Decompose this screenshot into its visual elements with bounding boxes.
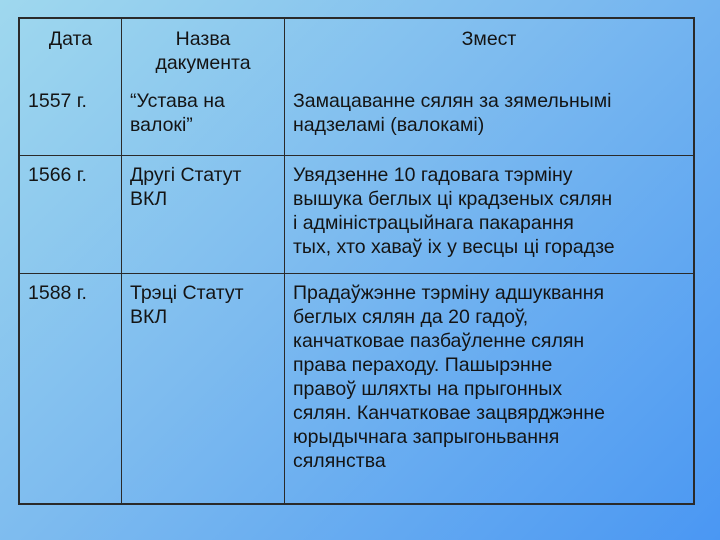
cell-content: Прадаўжэнне тэрміну адшуквання беглых сялян да 20 гадоў, канчатковае пазбаўленне сялян права пераходу. Пашырэнне правоў шляхты на прыгонных сялян. Канчатковае зацвярджэнне юрыдычнага запрыгоньвання сялянства (293, 282, 605, 472)
table-row-1588 (20, 274, 693, 503)
cell-date: 1566 г. (20, 156, 122, 273)
header-content: Змест (461, 28, 517, 50)
table-row-1557 (20, 19, 693, 156)
cell-content: Замацаванне сялян за зямельнымі надзеламі (валокамі) (293, 90, 612, 136)
cell-date: 1557 г. (28, 90, 87, 112)
cell-content: Увядзенне 10 гадовага тэрміну вышука беглых ці крадзеных сялян і адміністрацыйнага пакарання тых, хто хаваў іх у весцы ці горадзе (293, 164, 615, 258)
table-row-1566 (20, 156, 693, 274)
cell-date: 1588 г. (20, 274, 122, 503)
header-date: Дата (48, 28, 93, 50)
cell-document: Трэці Статут ВКЛ (122, 274, 285, 503)
cell-document: Другі Статут ВКЛ (122, 156, 285, 273)
history-table (18, 17, 695, 505)
cell-document: “Устава на валокі” (130, 90, 225, 136)
header-document-name: Назва дакумента (155, 28, 251, 74)
